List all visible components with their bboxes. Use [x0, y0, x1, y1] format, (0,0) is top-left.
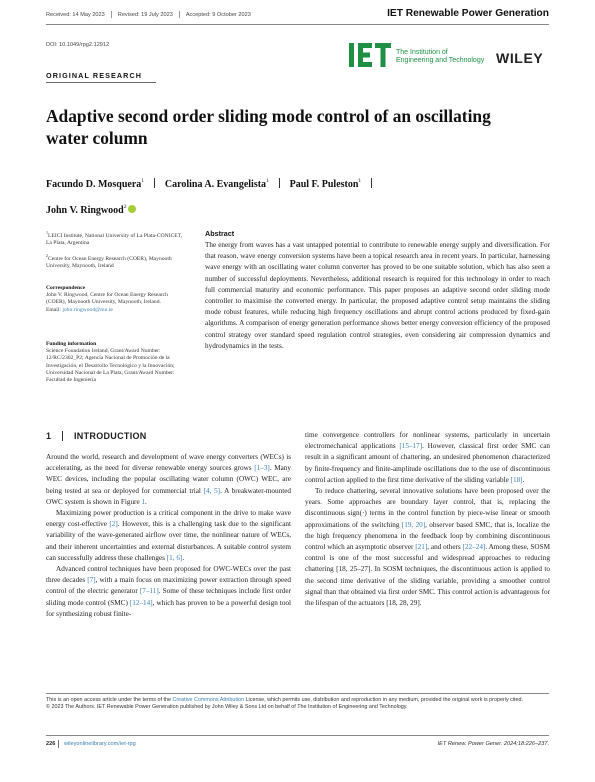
paragraph: Maximizing power production is a critical component in the drive to make wave energy cost-effective [2]. However, this is a challenging task due to the significant variability of the wave-generated airflow over time, the nonlinear nature of WECs, and their inherent uncertainties and external disturbances. A suitable control system can successfully address these challenges [1, 6]. [46, 509, 291, 562]
abstract-heading: Abstract [205, 229, 235, 238]
author-affiliation-mark: 1 [266, 178, 269, 184]
paragraph: Advanced control techniques have been proposed for OWC-WECs over the past three decades [7], with a main focus on maximizing power extraction through speed control of the electric generator [7–11]. Some of these techniques include first order sliding mode control (SMC) [12–14], which has proven to be a powerful design tool for synthesizing robust finite- [46, 565, 291, 618]
author-name[interactable]: John V. Ringwood [46, 205, 124, 216]
accepted-date: Accepted: 9 October 2023 [185, 11, 251, 18]
citation-link[interactable]: [15–17] [399, 442, 423, 451]
orcid-icon[interactable] [128, 205, 136, 213]
paragraph: time convergence controllers for nonlinear systems, particularly in uncertain electromechanical applications [15–17]. However, classical first order SMC can result in a significant amount of chattering, an undesired phenomenon characterized by finite-frequency and finite-amplitude oscillations due to the use of discontinuous control action applied to the first time derivative of the sliding variable [18]. [305, 431, 550, 484]
journal-url-link[interactable]: wileyonlinelibrary.com/iet-rpg [64, 741, 136, 747]
affiliation-1-text: LEICI Institute, National University of La Plata-CONICET, La Plata, Argentina [46, 232, 183, 247]
footer-rule [46, 735, 549, 736]
author-affiliation-mark: 2 [123, 204, 127, 210]
institution-line-1: The Institution of [396, 49, 448, 56]
received-date: Received: 14 May 2023 [46, 11, 105, 18]
email-link[interactable]: john.ringwood@mu.ie [62, 306, 113, 313]
citation-link[interactable]: [7–11] [139, 587, 159, 596]
citation-link[interactable]: [18] [510, 475, 523, 484]
doi[interactable]: DOI: 10.1049/rpg2.12912 [46, 42, 110, 48]
author-list [46, 170, 556, 222]
correspondence-heading: Correspondence [46, 285, 86, 291]
funding-text: Science Foundation Ireland, Grant/Award Number: 12/RC/2302_P2; Agencia Nacional de Promoción de la Investigación, el Desarrollo Tecnológico y la Innovación; Universidad Nacional de La Plata, Grant/Award Number: Facultad de Ingeniería [46, 348, 175, 384]
copyright-text: © 2023 The Authors. IET Renewable Power Generation published by John Wiley & Sons Ltd on behalf of The Institution of Engineering and Technology. [46, 704, 408, 710]
paragraph: Around the world, research and development of wave energy converters (WECs) is accelerating, as the need for diverse renewable energy sources grows [1–3]. Many WEC devices, including the popular oscillating water column (OWC) WEC, are being tested at sea or deployed for commercial trial [4, 5]. A breakwater-mounted OWC system is shown in Figure 1. [46, 453, 291, 506]
figure-link[interactable]: 1 [141, 497, 146, 506]
author-affiliation-mark: 1 [141, 178, 145, 184]
wiley-logo: WILEY [496, 50, 544, 66]
citation-link[interactable]: [4, 5] [203, 486, 221, 495]
article-type: ORIGINAL RESEARCH [46, 71, 143, 80]
paragraph: To reduce chattering, several innovative solutions have been proposed over the years. Some approaches are boundary layer control, that is, replacing the discontinuous sign(·) terms in the control function by piece-wise linear or smooth approximations of the switching [19, 20], observer based SMC, that is, localize the the high frequency phenomena in the feedback loop by combining discontinuous control which an asymptotic observer [21], and others [22–24]. Among these, SOSM control is one of the most successful and widespread approaches to reducing chattering [18, 25–27]. In SOSM techniques, the discontinuous action is applied to the second time derivative of the sliding variable, providing a smoother control signal than that obtained via first order SMC. This control action is advantageous for the lifespan of the actuators [18, 28, 29]. [305, 487, 550, 608]
author-name[interactable]: Facundo D. Mosquera [46, 179, 142, 190]
abstract-text: The energy from waves has a vast untapped potential to contribute to renewable energy supply and diversification. For that reason, wave energy conversion systems have been a topical research area in recent years. In particular, harnessing wave energy with an oscillating water column converter has proved to be one suitable solution, which has also seen a number of successful deployments. Nevertheless, additional research is required for this technology in order to reach full commercial maturity and economic performance. This paper proposes an adaptive second order sliding mode controller to maximise the converted energy. In particular, the proposed adaptive control setup maintains the sliding mode robust features, while reducing high frequency oscillations and abrupt control actions produced by fixed-gain algorithms. A comparison of energy generation performance shows better energy conversion efficiency of the proposed control strategy over standard speed regulation control strategies, even considering air compression dynamics and hydrodynamics in the tests. [205, 241, 550, 350]
affiliation-2-text: Centre for Ocean Energy Research (COER), Maynooth University, Maynooth, Ireland [46, 255, 172, 270]
body-column-right [305, 430, 550, 609]
header-rule [46, 24, 549, 25]
citation-link[interactable]: [19, 20] [401, 520, 426, 529]
article-type-rule [46, 82, 156, 83]
citation-link[interactable]: [1, 6] [166, 553, 183, 562]
footnote-rule [46, 693, 549, 694]
author-name[interactable]: Carolina A. Evangelista [164, 179, 267, 190]
affiliation-1: $^1$LEICI Institute, National University of La Plata-CONICET, La Plata, Argentina [46, 230, 183, 247]
page-divider [58, 740, 59, 748]
license-link[interactable]: Creative Commons Attribution [172, 697, 245, 703]
revised-date: Revised: 19 July 2023 [117, 11, 173, 18]
institution-logo-text [396, 49, 484, 66]
section-divider [62, 431, 63, 441]
email-label: Email: [46, 306, 61, 313]
section-number: 1 [46, 431, 52, 441]
license-text: This is an open access article under the terms of the Creative Commons Attribution License, which permits use, distribution and reproduction in any medium, provided the original work is properly cited. [46, 697, 524, 703]
author-affiliation-mark: 1 [358, 178, 362, 184]
institution-line-2: Engineering and Technology [396, 57, 485, 65]
section-heading: INTRODUCTION [74, 431, 147, 441]
correspondence-text: John V. Ringwood, Centre for Ocean Energy Research (COER), Maynooth University, Maynooth, Ireland. [46, 292, 168, 306]
citation-link[interactable]: [7] [87, 576, 96, 585]
page-number: 226 [46, 741, 56, 747]
citation-link[interactable]: [2] [109, 520, 118, 529]
article-title: Adaptive second order sliding mode control of an oscillating water column [46, 106, 491, 148]
citation-link[interactable]: [1–3] [254, 464, 270, 473]
journal-name[interactable]: IET Renewable Power Generation [387, 8, 549, 19]
funding-information [46, 341, 186, 384]
body-column-left [46, 452, 291, 620]
journal-citation: IET Renew. Power Gener. 2024;18:226–237. [437, 741, 549, 747]
citation-link[interactable]: [12–14] [129, 598, 153, 607]
author-name[interactable]: Paul F. Puleston [289, 179, 359, 190]
article-dates [46, 11, 251, 18]
citation-link[interactable]: [21] [415, 543, 428, 552]
iet-logo [349, 43, 391, 67]
correspondence [46, 285, 186, 314]
affiliation-2: $^2$Centre for Ocean Energy Research (COER), Maynooth University, Maynooth, Ireland [46, 253, 172, 270]
citation-link[interactable]: [22–24] [462, 543, 486, 552]
license-footnote [46, 697, 551, 711]
funding-heading: Funding information [46, 341, 97, 347]
